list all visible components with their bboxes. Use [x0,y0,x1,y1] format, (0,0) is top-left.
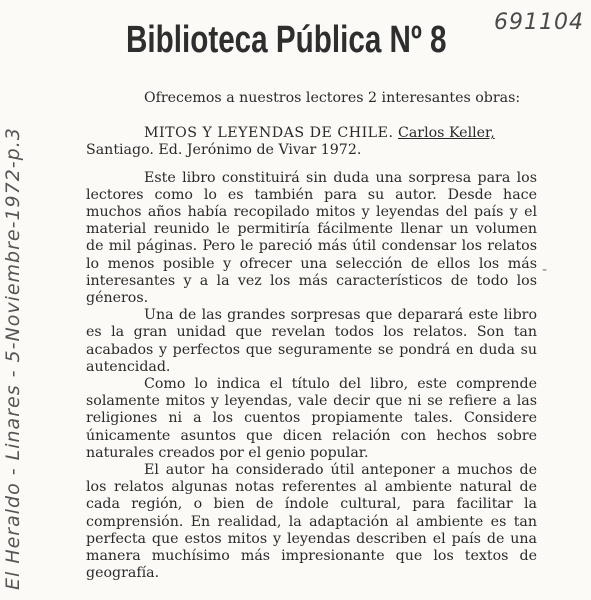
article-paragraph: El autor ha considerado útil anteponer a muchos de los relatos algunas notas referentes al ambiente natural de cada región, o bien de índole cultural, para facilitar la comprensión. En realidad, la adaptación al ambiente es tan perfecta que estos mitos y leyendas describen el país de una manera muchísimo más impresionante que los textos de geografía. [86,462,537,582]
headline: Biblioteca Pública Nº 8 [126,19,447,61]
margin-dash: - [542,262,548,278]
book-citation [86,125,537,142]
book-publisher: Santiago. Ed. Jerónimo de Vivar 1972. [86,142,362,159]
handwritten-source-note: El Heraldo - Linares - 5-Noviembre-1972-p.3 [2,127,24,590]
article-paragraph: Una de las grandes sorpresas que deparará este libro es la gran unidad que revelan todos los relatos. Son tan acabados y perfectos que seguramente se pondrá en duda su autencidad. [86,307,537,375]
article-body [86,90,537,582]
accession-number: 691104 [494,10,584,35]
intro-paragraph: Ofrecemos a nuestros lectores 2 interesantes obras: [144,90,521,106]
article-paragraph: Como lo indica el título del libro, este comprende solamente mitos y leyendas, vale decir que ni se refiere a las religiones ni a los cuentos propiamente tales. Considere únicamente asuntos que dicen relación con hechos sobre naturales creados por el genio popular. [86,376,537,461]
book-author: Carlos Keller, [397,125,495,142]
book-title: MITOS Y LEYENDAS DE CHILE. [144,125,394,142]
article-paragraph: Este libro constituirá sin duda una sorpresa para los lectores como lo es también para su autor. Desde hace muchos años había recopilado mitos y leyendas del país y el material reunido le permitiría fácilmente llenar un volumen de mil páginas. Pero le pareció más útil condensar los relatos lo menos posible y ofrecer una selección de ellos los más interesantes y a la vez los más característicos de todo los géneros. [86,169,537,307]
